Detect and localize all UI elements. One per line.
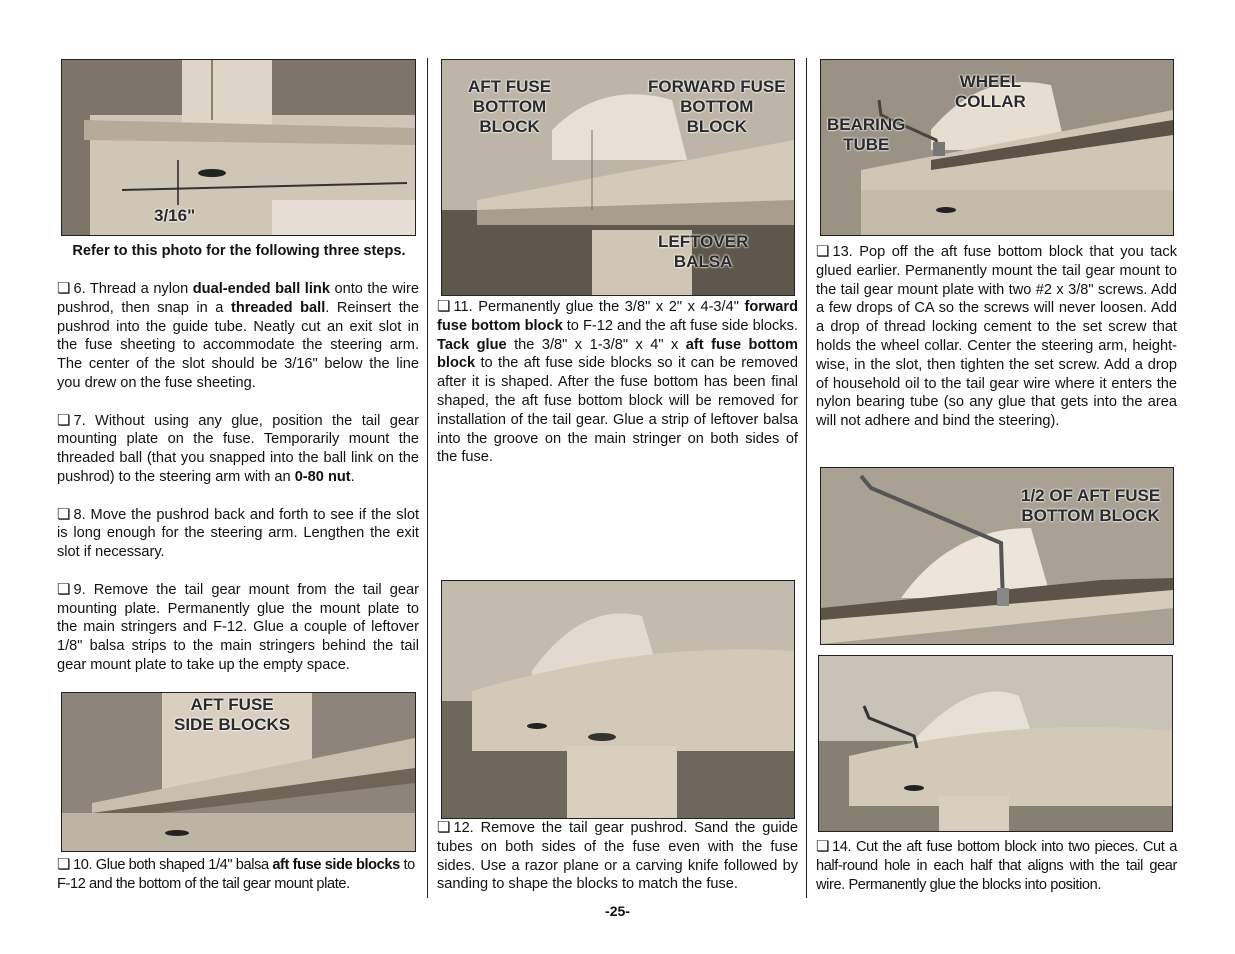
column-divider [806, 58, 807, 898]
photo-pushrod-slot [61, 59, 416, 236]
page-number: -25- [605, 903, 630, 919]
checkbox-icon[interactable]: ❏ [816, 838, 830, 855]
photo-shaped-fuse [441, 580, 795, 819]
step-11: ❏ 11. Permanently glue the 3/8" x 2" x 4-3/4" forward fuse bottom block to F-12 and the aft fuse side blocks. Tack glue the 3/8" x 1-3/8" x 4" x aft fuse bottom block to the aft fuse side blocks so it can be removed after it is shaped. After the fuse bottom has been final shaped, the aft fuse bottom block will be removed for installation of the tail gear. Glue a strip of leftover balsa into the groove on the main stringer on both sides of the fuse. [437, 298, 798, 466]
photo-label: FORWARD FUSE BOTTOM BLOCK [648, 77, 786, 136]
checkbox-icon[interactable]: ❏ [57, 411, 71, 429]
photo-half-aft-block [820, 467, 1174, 645]
checkbox-icon[interactable]: ❏ [57, 280, 71, 297]
step-14: ❏ 14. Cut the aft fuse bottom block into two pieces. Cut a half-round hole in each half that aligns with the tail gear wire. Permanently glue the blocks into position. [816, 838, 1177, 893]
checkbox-icon[interactable]: ❏ [57, 856, 71, 873]
column-divider [427, 58, 428, 898]
step-12: ❏ 12. Remove the tail gear pushrod. Sand the guide tubes on both sides of the fuse even with the fuse sides. Use a razor plane or a carving knife followed by sanding to shape the blocks to match the fuse. [437, 819, 798, 893]
column-1-text [57, 280, 419, 694]
photo-label: AFT FUSE BOTTOM BLOCK [468, 77, 552, 136]
photo-label: BEARING TUBE [827, 115, 906, 154]
photo-label: WHEEL COLLAR [955, 72, 1026, 111]
photo-label: 3/16" [154, 206, 196, 225]
checkbox-icon[interactable]: ❏ [437, 819, 451, 836]
photo-final-blocks [818, 655, 1173, 832]
checkbox-icon[interactable]: ❏ [437, 298, 451, 315]
step-9: ❏ 9. Remove the tail gear mount from the tail gear mounting plate. Permanently glue the mount plate to the main stringers and F-12. Glue a couple of leftover 1/8" balsa strips to the main stringers behind the tail gear mount plate to take up the empty space. [57, 580, 419, 673]
photo-caption: Refer to this photo for the following three steps. [72, 243, 406, 259]
checkbox-icon[interactable]: ❏ [816, 243, 830, 260]
photo-wheel-collar [820, 59, 1174, 236]
step-7: ❏ 7. Without using any glue, position the tail gear mounting plate on the fuse. Temporarily mount the threaded ball (that you snapped into the ball link on the pushrod) to the steering arm with an 0-80 nut. [57, 411, 419, 485]
photo-aft-fuse-side-blocks [61, 692, 416, 852]
step-6: ❏ 6. Thread a nylon dual-ended ball link onto the wire pushrod, then snap in a threaded ball. Reinsert the pushrod into the guide tube. Neatly cut an exit slot in the fuse sheeting to accommodate the steering arm. The center of the slot should be 3/16" below the line you drew on the fuse sheeting. [57, 280, 420, 391]
step-8: ❏ 8. Move the pushrod back and forth to see if the slot is long enough for the steering arm. Lengthen the exit slot if necessary. [57, 505, 419, 561]
photo-label: AFT FUSE SIDE BLOCKS [174, 695, 291, 734]
step-13: ❏ 13. Pop off the aft fuse bottom block that you tack glued earlier. Permanently mount the tail gear mount to the tail gear mount plate with two #2 x 3/8" screws. Add a few drops of CA so the screws will never loosen. Add a drop of thread locking cement to the set screw that holds the wheel collar. Center the steering arm, height-wise, in the slot, then tighten the set screw. Add a drop of household oil to the tail gear wire where it enters the nylon bearing tube (so any glue that gets into the area will not adhere and bind the steering). [816, 243, 1177, 430]
photo-label: 1/2 OF AFT FUSE BOTTOM BLOCK [1021, 486, 1161, 525]
photo-fuse-bottom-blocks [441, 59, 795, 296]
step-10: ❏ 10. Glue both shaped 1/4" balsa aft fuse side blocks to F-12 and the bottom of the tail gear mount plate. [57, 856, 415, 892]
photo-label: LEFTOVER BALSA [658, 232, 749, 271]
checkbox-icon[interactable]: ❏ [57, 580, 71, 598]
checkbox-icon[interactable]: ❏ [57, 505, 71, 523]
